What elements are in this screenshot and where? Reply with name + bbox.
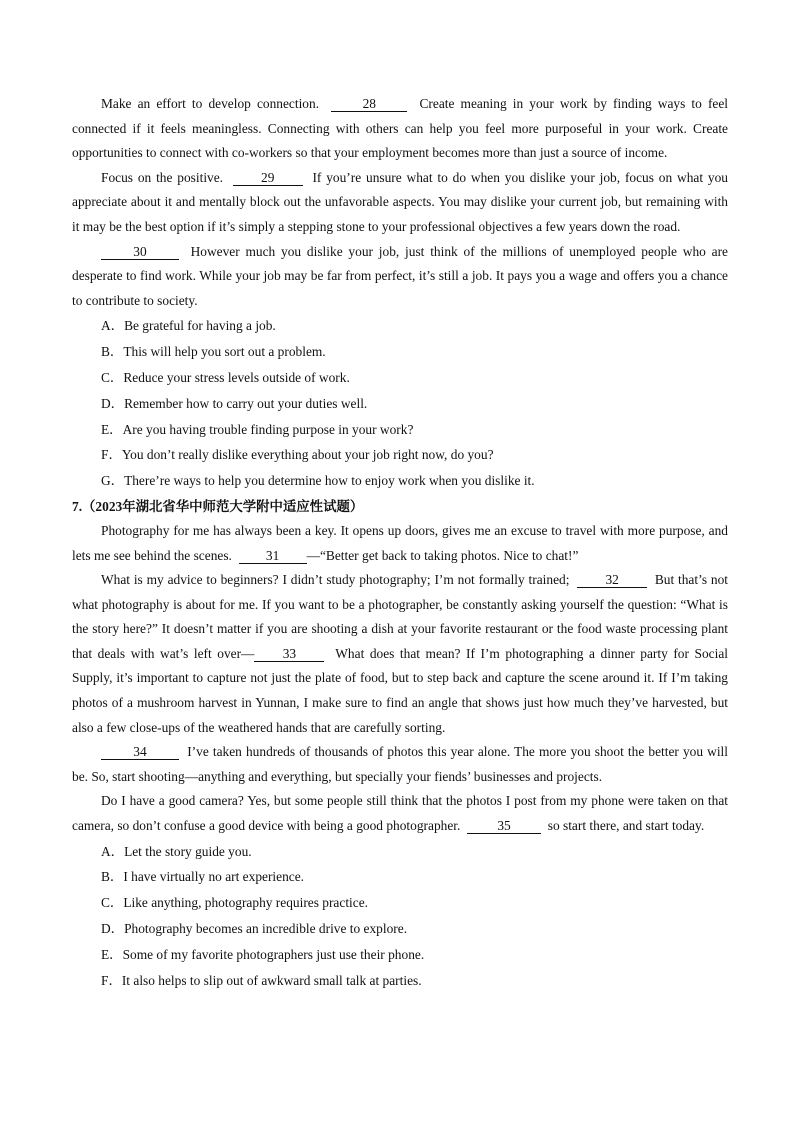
option-e: E．Are you having trouble finding purpose in your work?: [101, 421, 414, 437]
passage-paragraph: [72, 240, 728, 314]
blank-30: 30: [101, 244, 179, 260]
option-d: D．Remember how to carry out your duties well.: [101, 395, 368, 411]
blank-31: 31: [239, 548, 307, 564]
option-a: A．Let the story guide you.: [101, 843, 252, 859]
passage-paragraph: [72, 166, 728, 240]
answer-options-list: [72, 839, 728, 994]
paragraph-text: Create meaning in your work by finding ways to feel connected if it feels meaningless. Connecting with others can help you feel more purposeful in your work. Create opportunities to connect with co-workers so that your employment becomes more than just a source of income.: [72, 96, 729, 161]
passage-paragraph: [72, 519, 728, 568]
paragraph-lead: What is my advice to beginners? I didn’t study photography; I’m not formally trained;: [101, 572, 570, 588]
paragraph-text: —“Better get back to taking photos. Nice to chat!”: [306, 547, 579, 563]
option-f: F．It also helps to slip out of awkward small talk at parties.: [101, 972, 422, 988]
passage-paragraph: [72, 740, 728, 789]
paragraph-text: so start there, and start today.: [547, 818, 705, 834]
option-d: D．Photography becomes an incredible drive to explore.: [101, 921, 408, 937]
document-page: [72, 92, 728, 993]
option-b: B．I have virtually no art experience.: [101, 869, 305, 885]
option-e: E．Some of my favorite photographers just use their phone.: [101, 946, 425, 962]
option-b: B．This will help you sort out a problem.: [101, 344, 326, 360]
passage-paragraph: [72, 568, 728, 740]
answer-options-list: [72, 313, 728, 494]
option-c: C．Reduce your stress levels outside of work.: [101, 369, 350, 385]
paragraph-lead: Do I have a good camera? Yes, but some people still think that the photos I post from my phone were taken on that camera, so don’t confuse a good device with being a good photographer.: [72, 793, 728, 834]
paragraph-lead: Focus on the positive.: [101, 169, 224, 185]
blank-28: 28: [331, 96, 407, 112]
paragraph-lead: Photography for me has always been a key. It opens up doors, gives me an excuse to travel with more purpose, and lets me see behind the scenes.: [72, 522, 728, 563]
passage-paragraph: [72, 789, 728, 838]
blank-33: 33: [254, 646, 324, 662]
option-g: G．There’re ways to help you determine how to enjoy work when you dislike it.: [101, 473, 535, 489]
blank-35: 35: [467, 818, 541, 834]
paragraph-text: What does that mean? If I’m photographing a dinner party for Social Supply, it’s important to capture not just the plate of food, but to step back and capture the scene around it. If I’m taking photos of a mushroom harvest in Yunnan, I make sure to find an angle that shows just how much they’ve harvested, but also a few close-ups of the weathered hands that are carefully sorting.: [72, 645, 728, 735]
paragraph-lead: Make an effort to develop connection.: [101, 96, 320, 111]
blank-34: 34: [101, 744, 179, 760]
paragraph-text: I’ve taken hundreds of thousands of photos this year alone. The more you shoot the better you will be. So, start shooting—anything and everything, but specially your fiends’ businesses and projects.: [72, 744, 728, 784]
paragraph-text: However much you dislike your job, just think of the millions of unemployed people who are desperate to find work. While your job may be far from perfect, it’s still a job. It pays you a wage and offers you a chance to contribute to society.: [72, 243, 728, 308]
paragraph-text: But that’s not what photography is about for me. If you want to be a photographer, be constantly asking yourself the question: “What is the story here?” It doesn’t matter if you are shooting a dish at your favorite restaurant or the food waste processing plant that deals with wat’s left over—: [72, 572, 728, 661]
option-f: F．You don’t really dislike everything about your job right now, do you?: [101, 447, 494, 463]
paragraph-text: If you’re unsure what to do when you dislike your job, focus on what you appreciate about it and mentally block out the unfavorable aspects. You may dislike your current job, but remaining with it may be the best option if it’s simply a stepping stone to your professional objectives a few years down the road.: [72, 169, 728, 234]
question-heading: 7.（2023年湖北省华中师范大学附中适应性试题）: [72, 498, 364, 514]
option-a: A．Be grateful for having a job.: [101, 318, 276, 334]
blank-32: 32: [577, 572, 647, 588]
blank-29: 29: [233, 170, 303, 186]
option-c: C．Like anything, photography requires practice.: [101, 895, 368, 911]
passage-paragraph: [72, 92, 728, 166]
